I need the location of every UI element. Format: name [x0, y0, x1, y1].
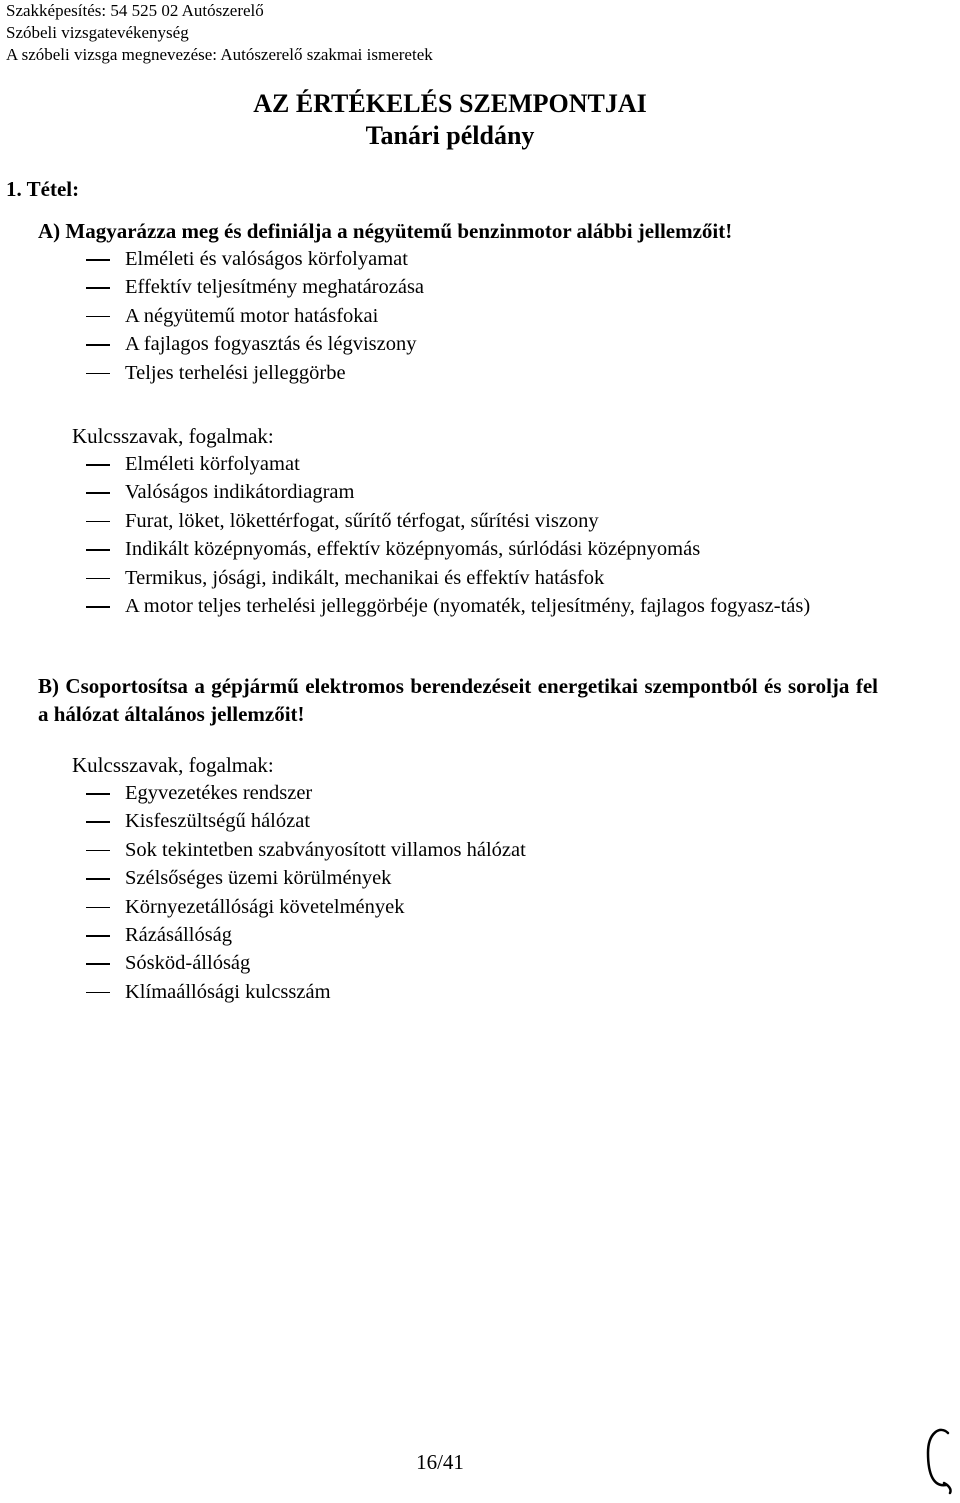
list-item: Valóságos indikátordiagram: [86, 478, 876, 506]
header-exam-name: A szóbeli vizsga megnevezése: Autószerelő szakmai ismeretek: [6, 45, 433, 64]
list-item: Effektív teljesítmény meghatározása: [86, 273, 424, 301]
question-b: B) Csoportosítsa a gépjármű elektromos berendezéseit energetikai szempontból és sorolja fel a hálózat általános jellemzőit!: [38, 674, 878, 726]
list-item: Egyvezetékes rendszer: [86, 779, 526, 807]
list-item: Kisfeszültségű hálózat: [86, 807, 526, 835]
question-a: A) Magyarázza meg és definiálja a négyütemű benzinmotor alábbi jellemzőit!: [38, 219, 733, 243]
list-item: Furat, löket, lökettérfogat, sűrítő térfogat, sűrítési viszony: [86, 507, 876, 535]
list-item: A fajlagos fogyasztás és légviszony: [86, 330, 424, 358]
list-item: A motor teljes terhelési jelleggörbéje (nyomaték, teljesítmény, fajlagos fogyasz-tás): [86, 592, 876, 620]
page-title: [0, 88, 960, 152]
list-item: Elméleti körfolyamat: [86, 450, 876, 478]
signature-icon: [920, 1423, 956, 1495]
list-item: Rázásállóság: [86, 921, 526, 949]
header-activity: Szóbeli vizsgatevékenység: [6, 23, 189, 42]
title-sub: Tanári példány: [365, 121, 535, 150]
list-item: Teljes terhelési jelleggörbe: [86, 359, 424, 387]
list-item: Sósköd-állóság: [86, 949, 526, 977]
keywords-title-a: Kulcsszavak, fogalmak:: [72, 424, 274, 448]
item-number: 1. Tétel:: [6, 177, 80, 201]
keywords-list-b: [86, 779, 526, 1006]
list-item: Klímaállósági kulcsszám: [86, 978, 526, 1006]
list-item: A négyütemű motor hatásfokai: [86, 302, 424, 330]
list-item: Szélsőséges üzemi körülmények: [86, 864, 526, 892]
question-a-list: [86, 245, 424, 387]
list-item: Sok tekintetben szabványosított villamos hálózat: [86, 836, 526, 864]
list-item: Környezetállósági követelmények: [86, 893, 526, 921]
title-main: AZ ÉRTÉKELÉS SZEMPONTJAI: [253, 89, 647, 118]
list-item: Indikált középnyomás, effektív középnyomás, súrlódási középnyomás: [86, 535, 876, 563]
header-qualification: Szakképesítés: 54 525 02 Autószerelő: [6, 1, 264, 20]
page-number: 16/41: [416, 1450, 464, 1474]
keywords-title-b: Kulcsszavak, fogalmak:: [72, 753, 274, 777]
list-item: Elméleti és valóságos körfolyamat: [86, 245, 424, 273]
list-item: Termikus, jósági, indikált, mechanikai és effektív hatásfok: [86, 564, 876, 592]
keywords-list-a: [86, 450, 876, 620]
page-header: [6, 0, 433, 66]
